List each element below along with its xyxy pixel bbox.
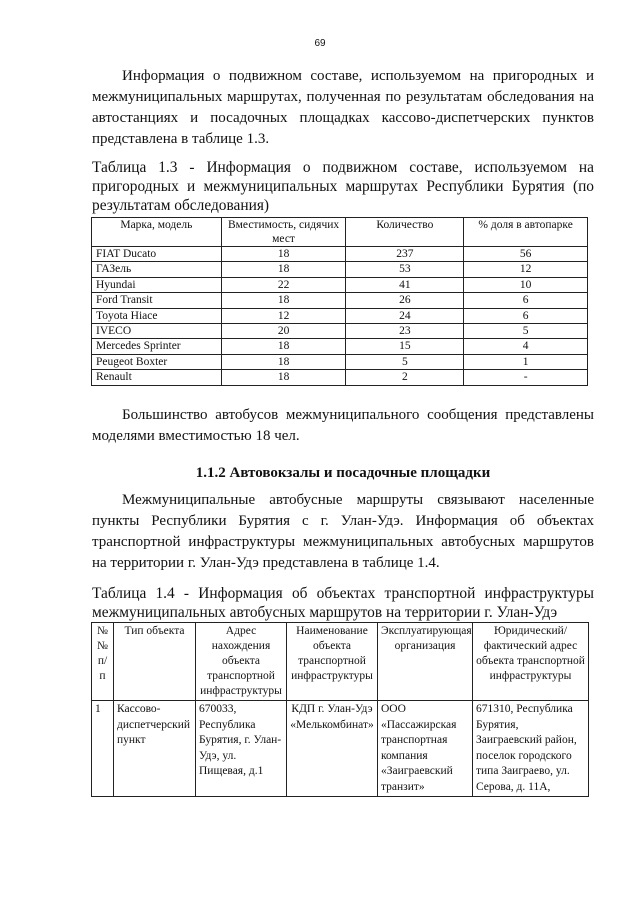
table-cell: 18 (221, 354, 346, 369)
table-header-row (92, 218, 588, 247)
table-cell: 53 (346, 262, 464, 277)
table-cell: 18 (221, 370, 346, 385)
table-cell: 4 (464, 339, 588, 354)
table-row (92, 293, 588, 308)
table-1-3-caption: Таблица 1.3 - Информация о подвижном составе, используемом на пригородных и межмуниципальных маршрутах Республики Бурятия (по результатам обследования) (92, 159, 594, 214)
table-cell: 5 (464, 324, 588, 339)
table-cell: ООО «Пассажирская транспортная компания «Заиграевский транзит» (378, 701, 473, 797)
table-cell: 237 (346, 247, 464, 262)
table-cell: 56 (464, 247, 588, 262)
table-cell: IVECO (92, 324, 222, 339)
table-cell: 1 (92, 701, 114, 797)
table-cell: 6 (464, 293, 588, 308)
table-cell: 22 (221, 277, 346, 292)
table-row (92, 247, 588, 262)
table-cell: Кассово-диспетчерский пункт (114, 701, 196, 797)
table-cell: 18 (221, 293, 346, 308)
column-header: № № п/п (92, 623, 114, 701)
column-header: Эксплуатирующая организация (378, 623, 473, 701)
column-header: Марка, модель (92, 218, 222, 247)
table-cell: 671310, Республика Бурятия, Заиграевский район, поселок городского типа Заиграево, ул. Серова, д. 11А, (473, 701, 589, 797)
table-cell: 18 (221, 339, 346, 354)
table-cell: 18 (221, 262, 346, 277)
page-number: 69 (314, 38, 326, 49)
table-cell: Peugeot Boxter (92, 354, 222, 369)
table-cell: 23 (346, 324, 464, 339)
column-header: % доля в автопарке (464, 218, 588, 247)
paragraph-capacity: Большинство автобусов межмуниципального сообщения представлены моделями вместимостью 18 чел. (92, 407, 594, 444)
section-heading: 1.1.2 Автовокзалы и посадочные площадки (195, 465, 491, 481)
table-cell: КДП г. Улан-Удэ «Мелькомбинат» (287, 701, 378, 797)
column-header: Адрес нахождения объекта транспортной инфраструктуры (196, 623, 287, 701)
table-cell: 18 (221, 247, 346, 262)
table-cell: FIAT Ducato (92, 247, 222, 262)
table-cell: Ford Transit (92, 293, 222, 308)
table-cell: 24 (346, 308, 464, 323)
table-cell: Toyota Hiace (92, 308, 222, 323)
table-cell: 5 (346, 354, 464, 369)
table-cell: 12 (221, 308, 346, 323)
table-row (92, 354, 588, 369)
table-1-4 (91, 622, 589, 797)
column-header: Наименование объекта транспортной инфраструктуры (287, 623, 378, 701)
table-row (92, 262, 588, 277)
table-cell: 670033, Республика Бурятия, г. Улан-Удэ, ул. Пищевая, д.1 (196, 701, 287, 797)
table-row (92, 370, 588, 385)
table-row (92, 701, 589, 797)
paragraph-intro: Информация о подвижном составе, используемом на пригородных и межмуниципальных маршрутах, полученная по результатам обследования на автостанциях и посадочных площадках кассово-диспетчерских пунктов представлена в таблице 1.3. (92, 68, 594, 147)
table-cell: 10 (464, 277, 588, 292)
table-cell: 12 (464, 262, 588, 277)
table-cell: Hyundai (92, 277, 222, 292)
table-cell: Mercedes Sprinter (92, 339, 222, 354)
table-header-row (92, 623, 589, 701)
table-cell: 26 (346, 293, 464, 308)
column-header: Юридический/ фактический адрес объекта транспортной инфраструктуры (473, 623, 589, 701)
table-cell: ГАЗель (92, 262, 222, 277)
table-row (92, 324, 588, 339)
table-cell: 2 (346, 370, 464, 385)
table-cell: - (464, 370, 588, 385)
table-cell: 20 (221, 324, 346, 339)
table-row (92, 339, 588, 354)
column-header: Тип объекта (114, 623, 196, 701)
table-cell: 1 (464, 354, 588, 369)
table-1-4-caption: Таблица 1.4 - Информация об объектах транспортной инфраструктуры межмуниципальных автобусных маршрутов на территории г. Улан-Удэ (92, 585, 594, 621)
table-row (92, 277, 588, 292)
table-cell: 6 (464, 308, 588, 323)
column-header: Вместимость, сидячих мест (221, 218, 346, 247)
table-cell: Renault (92, 370, 222, 385)
paragraph-infrastructure: Межмуниципальные автобусные маршруты связывают населенные пункты Республики Бурятия с г. Улан-Удэ. Информация об объектах транспортной инфраструктуры межмуниципальных автобусных маршрутов на территории г. Улан-Удэ представлена в таблице 1.4. (92, 492, 594, 571)
column-header: Количество (346, 218, 464, 247)
table-cell: 41 (346, 277, 464, 292)
table-1-3 (91, 217, 588, 386)
table-cell: 15 (346, 339, 464, 354)
table-row (92, 308, 588, 323)
